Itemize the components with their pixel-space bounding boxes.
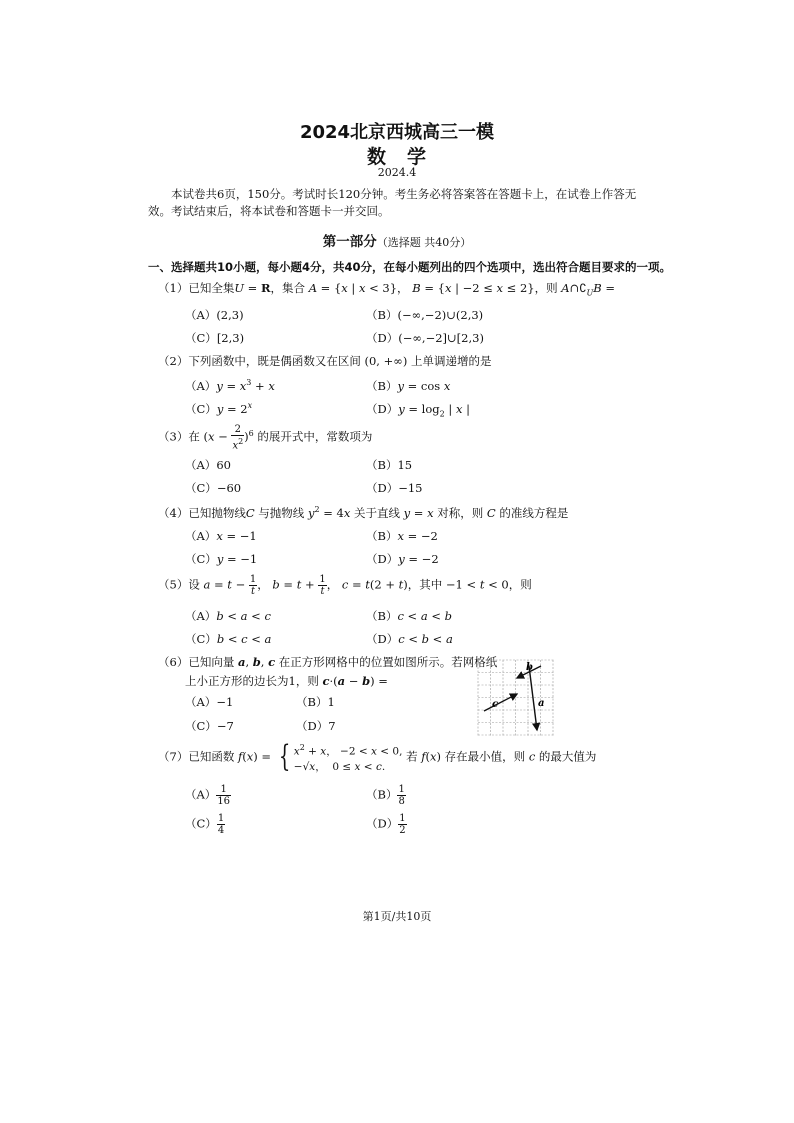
vector-a-arrow [529,666,537,730]
option-label: （D） [366,481,399,495]
q3-option-a[interactable]: （A）60 [185,458,231,472]
option-label: （D） [366,632,399,646]
q4-option-d[interactable]: （D）y = −2 [366,552,439,566]
option-label: （B） [296,695,328,709]
option-label: （A） [185,379,217,393]
option-label: （C） [185,331,217,345]
vector-a-label: a [538,698,545,709]
option-label: （D） [366,816,399,831]
option-label: （C） [185,719,217,733]
q1-option-b[interactable]: （B）(−∞,−2)∪(2,3) [366,308,484,322]
option-label: （A） [185,787,217,802]
vector-b-label: b [526,662,533,673]
option-label: （A） [185,695,217,709]
option-label: （B） [366,458,398,472]
option-label: （C） [185,816,217,831]
option-label: （D） [366,552,399,566]
question-4: （4）已知抛物线C 与抛物线 $y^2 = 4x$ 关于直线 y = x 对称，则 C 的准线方程是 [158,505,569,520]
q6-option-a[interactable]: （A）−1 [185,695,234,709]
option-label: （C） [185,552,217,566]
part-heading [0,230,794,250]
question-6: （6）已知向量 a, b, c 在正方形网格中的位置如图所示。若网格纸 [158,655,498,669]
q5-option-b[interactable]: （B）c < a < b [366,609,453,623]
question-number: （3） [158,429,189,444]
option-label: （D） [366,331,399,345]
q3-option-c[interactable]: （C）−60 [185,481,242,495]
section-instructions: 一、选择题共10小题，每小题4分，共40分，在每小题列出的四个选项中，选出符合题目要求的一项。 [148,260,672,274]
question-6-line-2: 上小正方形的边长为1，则 c·(a − b) = [185,674,388,688]
option-label: （A） [185,458,217,472]
option-label: （D） [366,402,399,416]
q5-option-d[interactable]: （D）c < b < a [366,632,453,646]
question-3: （3）在 (x − $\frac{2}{x^2}$ )$^6$ 的展开式中，常数项为 [158,424,373,452]
q1-option-d[interactable]: （D）(−∞,−2]∪[2,3) [366,331,484,345]
q4-option-c[interactable]: （C）y = −1 [185,552,258,566]
option-label: （B） [366,308,398,322]
q7-option-c[interactable]: （C） $\frac{1}{4}$ [185,813,225,836]
q3-option-b[interactable]: （B）15 [366,458,413,472]
option-label: （B） [366,529,398,543]
q2-option-d[interactable]: $(D)y = \log_2$ | x | [366,402,470,419]
question-number: （6） [158,655,189,669]
option-label: （B） [366,609,398,623]
q6-option-d[interactable]: （D）7 [296,719,336,733]
q3-option-d[interactable]: （D）−15 [366,481,423,495]
question-2: （2）下列函数中，既是偶函数又在区间 (0, +∞) 上单调递增的是 [158,354,492,368]
option-label: （C） [185,632,217,646]
vector-c-label: c [492,699,499,710]
subject-title: 数 学 [366,146,427,168]
part-note: （选择题 共40分） [376,236,472,249]
q2-option-a[interactable]: $(A)y = x^3 + x$ [185,378,275,393]
exam-instructions: 本试卷共6页，150分。考试时长120分钟。考生务必将答案答在答题卡上，在试卷上作答无效。考试结束后，将本试卷和答题卡一并交回。 [148,187,637,218]
vector-grid-figure [474,656,558,740]
option-label: （A） [185,529,217,543]
page-number-footer: 第1页/共10页 [362,910,432,923]
q7-option-b[interactable]: （B） $\frac{1}{8}$ [366,784,405,807]
q7-option-d[interactable]: （D） $\frac{1}{2}$ [366,813,406,836]
question-5: （5）设 a = t − $\frac{1}{t}$ ， b = t + $\frac{1}{t}$ ， c = t(2 + t)，其中 −1 < t < 0，则 [158,574,532,597]
q4-option-b[interactable]: （B）x = −2 [366,529,438,543]
exam-title: 2024北京西城高三一模 [299,122,495,143]
q6-option-b[interactable]: （B）1 [296,695,335,709]
option-label: （A） [185,609,217,623]
q5-option-c[interactable]: （C）b < c < a [185,632,272,646]
question-number: （7） [158,749,189,764]
q2-option-b[interactable]: （B）y = cos x [366,379,451,393]
part-title: 第一部分 [322,234,377,250]
question-number: （2） [158,354,189,368]
option-label: （B） [366,787,398,802]
question-number: （5） [158,577,189,592]
question-7: （7）已知函数 f(x) = { $x^2 + x$， −2 < x < 0, −√x， 0 ≤ x < c. 若 f(x) 存在最小值，则 c 的最大值为 [158,739,597,775]
question-1: （1）已知全集U = R，集合 A = {x | x < 3}， B = {x | −2 ≤ x ≤ 2}，则 $A\cap∁_UB$ = [158,281,616,298]
question-number: （1） [158,281,189,295]
q1-option-c[interactable]: （C）[2,3) [185,331,245,345]
option-label: （B） [366,379,398,393]
q7-option-a[interactable]: （A） $\frac{1}{16}$ [185,784,231,807]
q4-option-a[interactable]: （A）x = −1 [185,529,257,543]
question-number: （4） [158,506,189,520]
vector-c-arrow [484,694,517,711]
q2-option-c[interactable]: $(C)y = 2^x$ [185,401,253,416]
q1-option-a[interactable]: （A）(2,3) [185,308,244,322]
option-label: （C） [185,402,217,416]
option-label: （D） [296,719,329,733]
option-label: （A） [185,308,217,322]
exam-date: 2024.4 [377,166,417,179]
q6-option-c[interactable]: （C）−7 [185,719,234,733]
q5-option-a[interactable]: （A）b < a < c [185,609,271,623]
option-label: （C） [185,481,217,495]
